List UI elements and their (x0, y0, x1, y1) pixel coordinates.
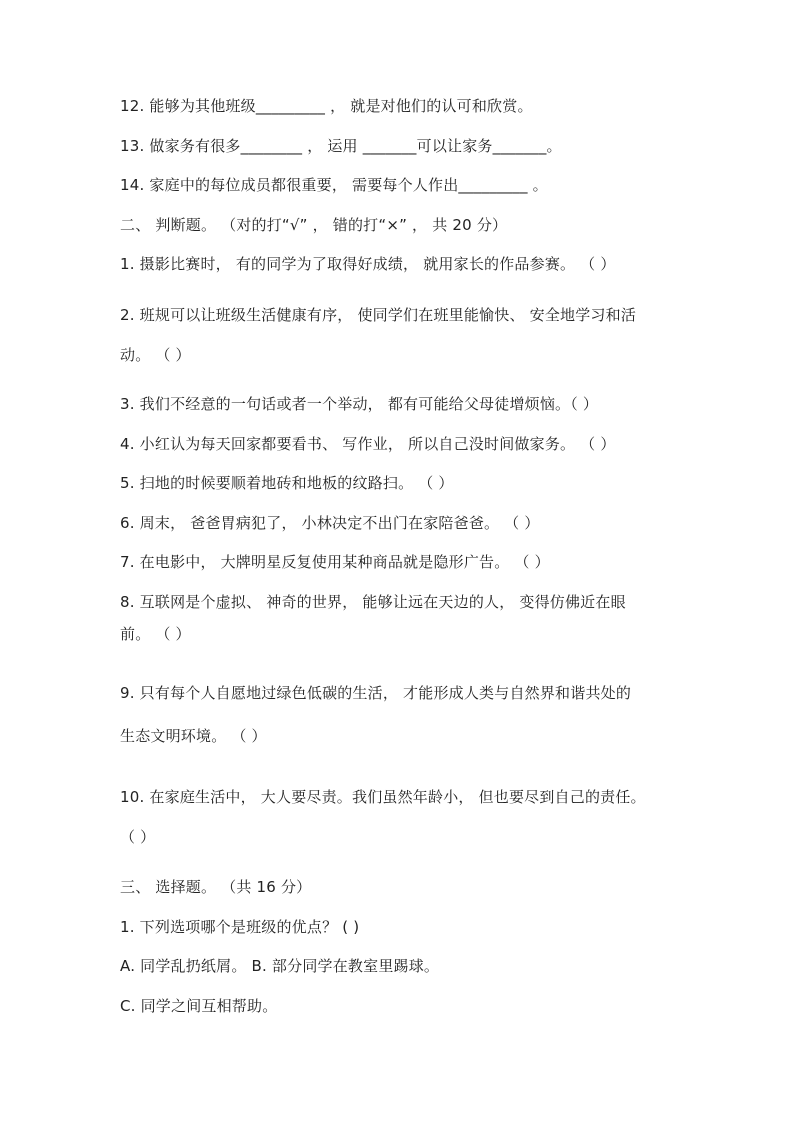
fill-in-question-13: 13. 做家务有很多________ ， 运用 _______可以让家务_______。 (120, 137, 562, 155)
choice-question-1: 1. 下列选项哪个是班级的优点？ ( ) (120, 918, 360, 936)
section-2-heading: 二、 判断题。 （对的打“√” ， 错的打“×” ， 共 20 分） (120, 216, 508, 234)
choice-options-a-b: A. 同学乱扔纸屑。 B. 部分同学在教室里踢球。 (120, 957, 440, 975)
judgement-item-2-line-2: 动。 （ ） (120, 346, 191, 364)
judgement-item-7: 7. 在电影中， 大牌明星反复使用某种商品就是隐形广告。 （ ） (120, 553, 550, 571)
judgement-item-1: 1. 摄影比赛时， 有的同学为了取得好成绩， 就用家长的作品参赛。 （ ） (120, 255, 616, 273)
judgement-item-5: 5. 扫地的时候要顺着地砖和地板的纹路扫。 （ ） (120, 474, 454, 492)
judgement-item-10-line-1: 10. 在家庭生活中， 大人要尽责。我们虽然年龄小， 但也要尽到自己的责任。 (120, 788, 646, 806)
judgement-item-8-line-2: 前。 （ ） (120, 625, 191, 643)
judgement-item-3: 3. 我们不经意的一句话或者一个举动， 都有可能给父母徒增烦恼。（ ） (120, 395, 599, 413)
judgement-item-8-line-1: 8. 互联网是个虚拟、 神奇的世界， 能够让远在天边的人， 变得仿佛近在眼 (120, 593, 626, 611)
judgement-item-6: 6. 周末， 爸爸胃病犯了， 小林决定不出门在家陪爸爸。 （ ） (120, 514, 540, 532)
judgement-item-10-line-2: （ ） (120, 828, 156, 846)
choice-option-c: C. 同学之间互相帮助。 (120, 997, 278, 1015)
fill-in-question-12: 12. 能够为其他班级_________ ， 就是对他们的认可和欣赏。 (120, 97, 533, 115)
section-3-heading: 三、 选择题。 （共 16 分） (120, 878, 312, 896)
fill-in-question-14: 14. 家庭中的每位成员都很重要， 需要每个人作出_________ 。 (120, 176, 548, 194)
judgement-item-2-line-1: 2. 班规可以让班级生活健康有序， 使同学们在班里能愉快、 安全地学习和活 (120, 306, 637, 324)
judgement-item-9-line-1: 9. 只有每个人自愿地过绿色低碳的生活， 才能形成人类与自然界和谐共处的 (120, 684, 632, 702)
judgement-item-9-line-2: 生态文明环境。 （ ） (120, 727, 267, 745)
judgement-item-4: 4. 小红认为每天回家都要看书、 写作业， 所以自己没时间做家务。 （ ） (120, 435, 616, 453)
